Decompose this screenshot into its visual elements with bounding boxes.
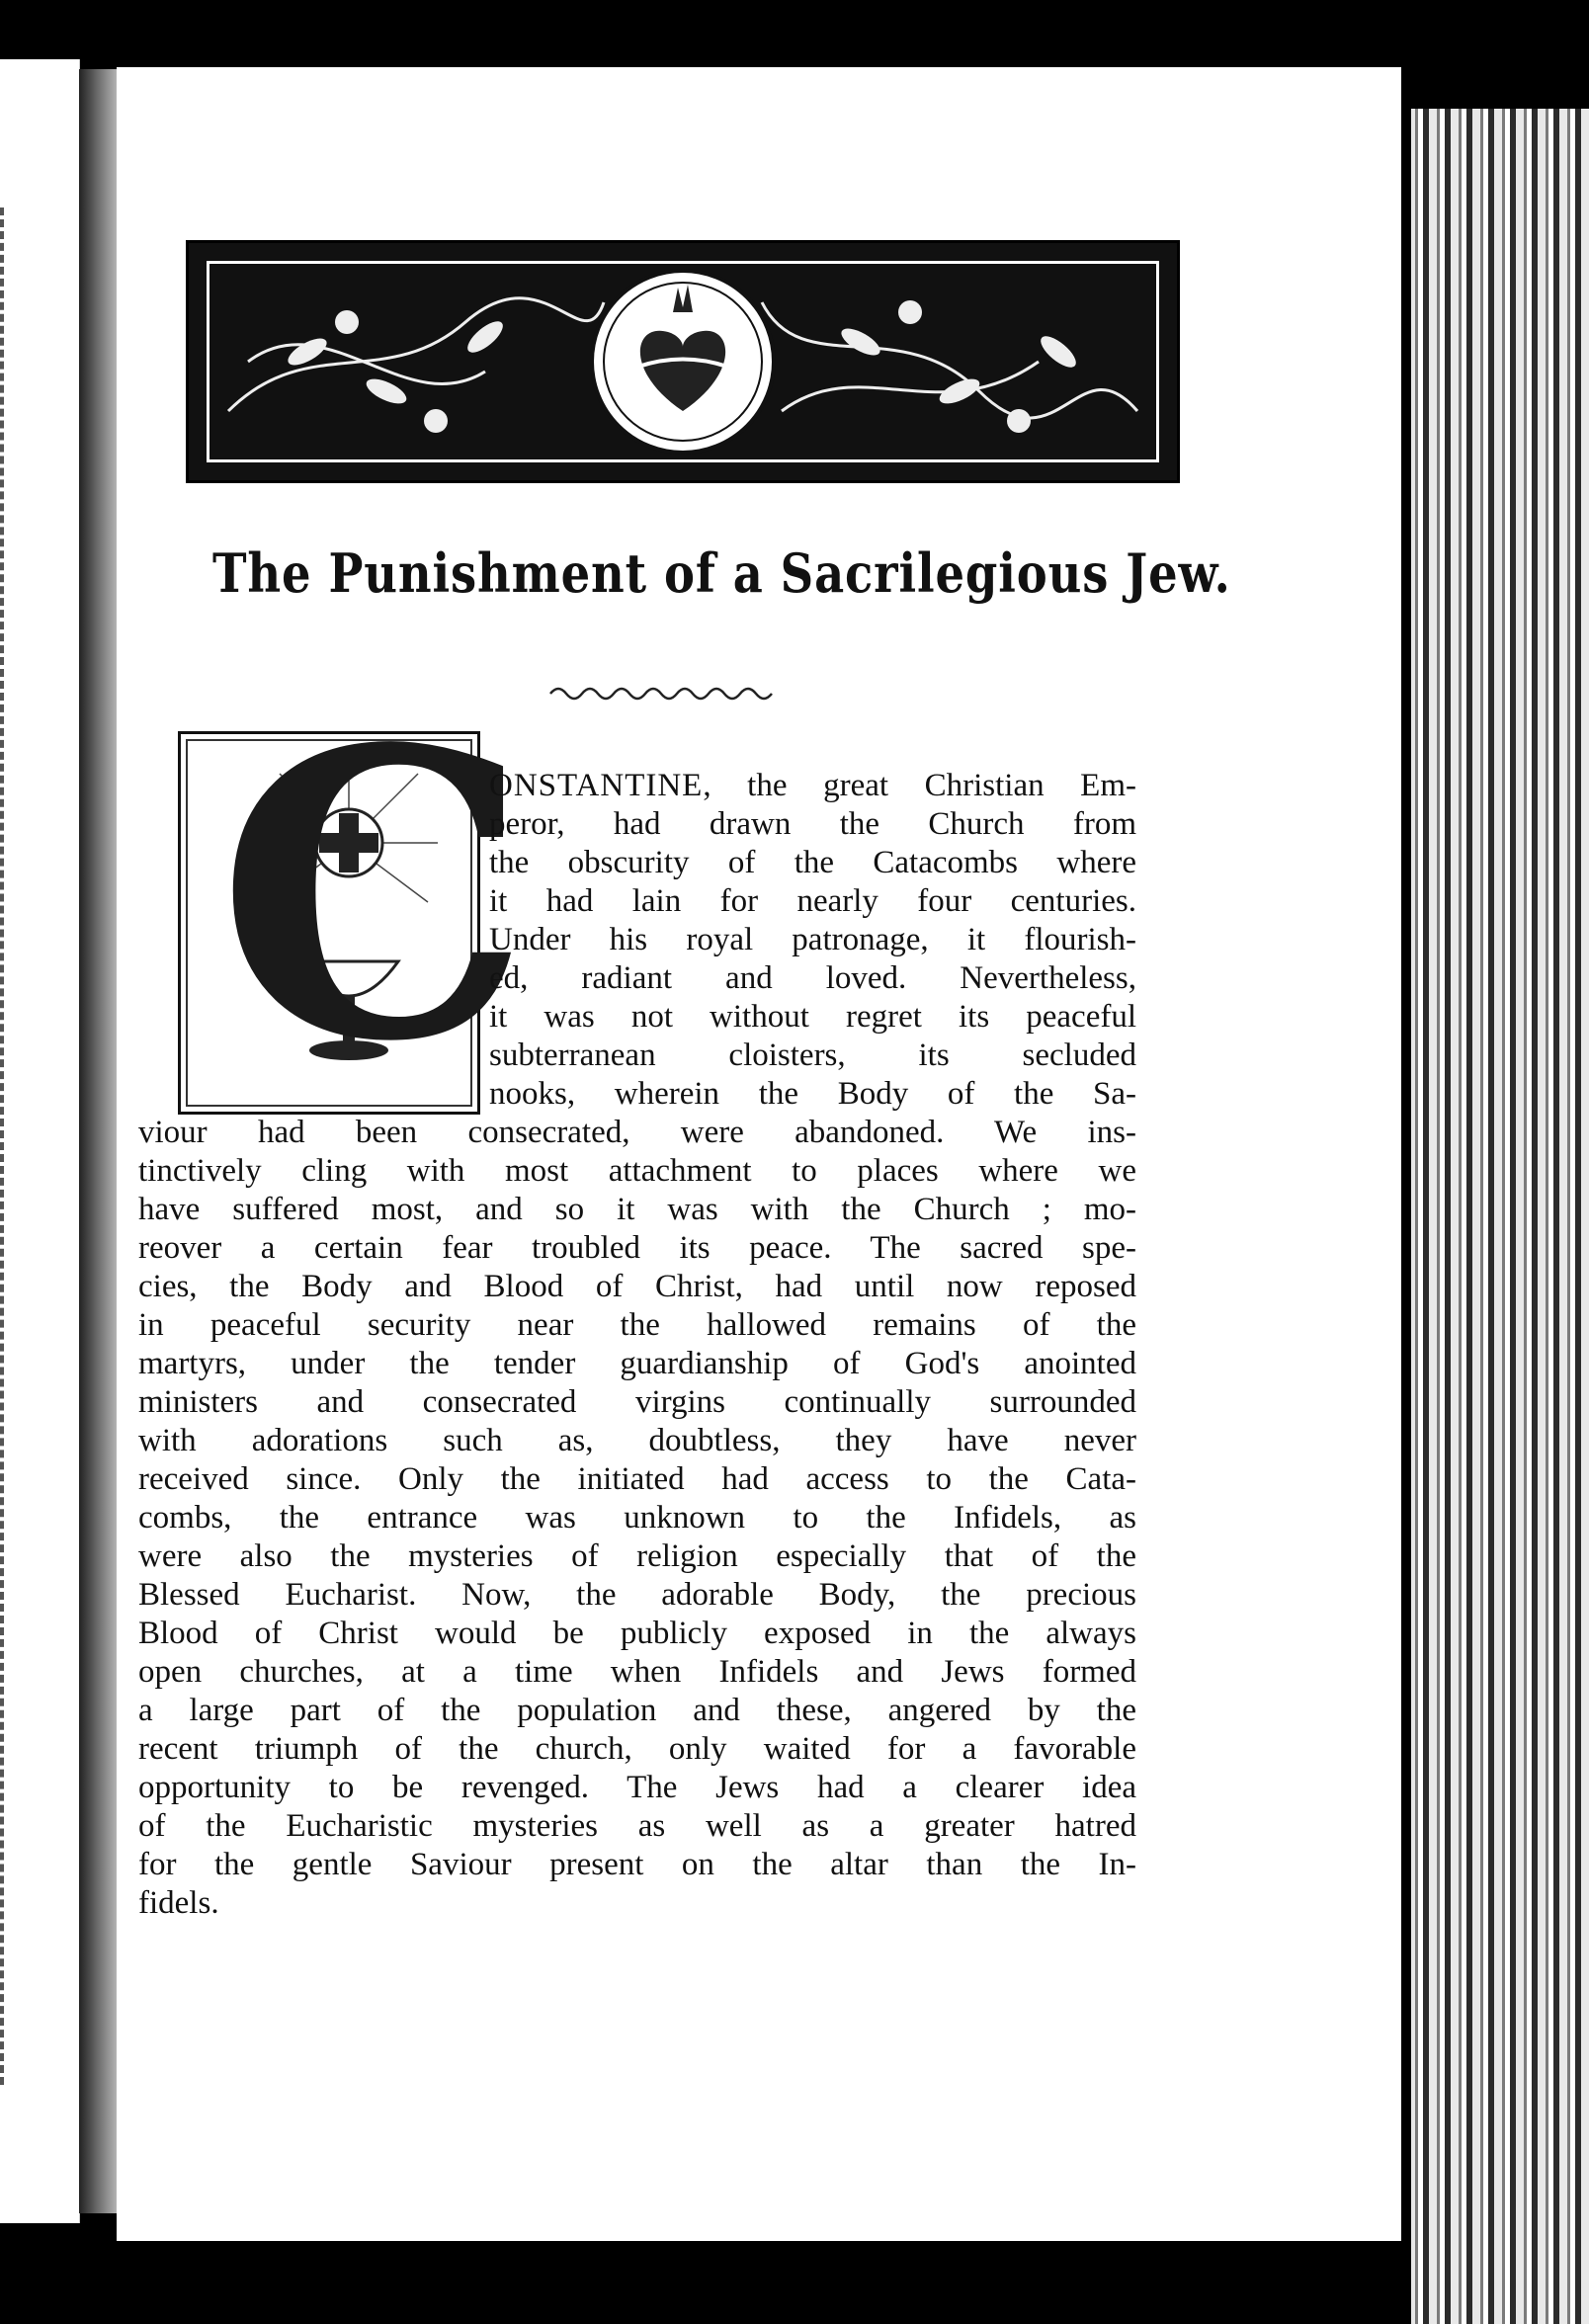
text-line: reover a certain fear troubled its peace. The sacred spe- — [138, 1230, 1136, 1266]
facing-page — [0, 59, 80, 2223]
text-line: ed, radiant and loved. Nevertheless, — [489, 960, 1136, 996]
text-line-content: , the great Christian Em- — [703, 768, 1136, 803]
text-line: viour had been consecrated, were abandoned. We ins- — [138, 1115, 1136, 1150]
text-line: ministers and consecrated virgins continually surrounded — [138, 1384, 1136, 1420]
text-line — [138, 767, 1136, 805]
page-title: The Punishment of a Sacrilegious Jew. — [212, 541, 1231, 605]
text-line: nooks, wherein the Body of the Sa- — [489, 1076, 1136, 1112]
text-line: it had lain for nearly four centuries. — [489, 883, 1136, 919]
text-line: for the gentle Saviour present on the altar than the In- — [138, 1847, 1136, 1882]
text-line: have suffered most, and so it was with the Church ; mo- — [138, 1192, 1136, 1227]
article-body — [138, 767, 1136, 1923]
book-gutter — [79, 69, 119, 2213]
text-line: martyrs, under the tender guardianship of God's anointed — [138, 1346, 1136, 1381]
text-line: received since. Only the initiated had access to the Cata- — [138, 1461, 1136, 1497]
floral-ornament-icon — [189, 243, 1177, 480]
page-edge-shadow — [1401, 109, 1411, 2324]
text-line: the obscurity of the Catacombs where — [489, 845, 1136, 880]
text-line: Blessed Eucharist. Now, the adorable Body, the precious — [138, 1577, 1136, 1613]
text-line: it was not without regret its peaceful — [489, 999, 1136, 1035]
text-line: Blood of Christ would be publicly exposed in the always — [138, 1616, 1136, 1651]
text-line: Under his royal patronage, it flourish- — [489, 922, 1136, 957]
header-banner — [186, 240, 1180, 483]
text-line: subterranean cloisters, its secluded — [489, 1038, 1136, 1073]
opening-word: ONSTANTINE — [489, 768, 704, 803]
text-line: open churches, at a time when Infidels and Jews formed — [138, 1654, 1136, 1690]
text-line: combs, the entrance was unknown to the Infidels, as — [138, 1500, 1136, 1536]
text-line: opportunity to be revenged. The Jews had a clearer idea — [138, 1770, 1136, 1805]
text-line: with adorations such as, doubtless, they have never — [138, 1423, 1136, 1458]
text-line: fidels. — [138, 1885, 219, 1921]
text-line: tinctively cling with most attachment to places where we — [138, 1153, 1136, 1189]
text-line: a large part of the population and these, angered by the — [138, 1693, 1136, 1728]
text-line: peror, had drawn the Church from — [489, 806, 1136, 842]
drop-cap-letter: C — [216, 664, 532, 1128]
page-edges — [1401, 109, 1589, 2324]
text-line: cies, the Body and Blood of Christ, had until now reposed — [138, 1269, 1136, 1304]
text-line: of the Eucharistic mysteries as well as a greater hatred — [138, 1808, 1136, 1844]
text-line: were also the mysteries of religion especially that of the — [138, 1538, 1136, 1574]
facing-page-ornament — [0, 208, 26, 2085]
text-line: recent triumph of the church, only waited for a favorable — [138, 1731, 1136, 1767]
title-divider — [548, 682, 776, 706]
text-line: in peaceful security near the hallowed remains of the — [138, 1307, 1136, 1343]
